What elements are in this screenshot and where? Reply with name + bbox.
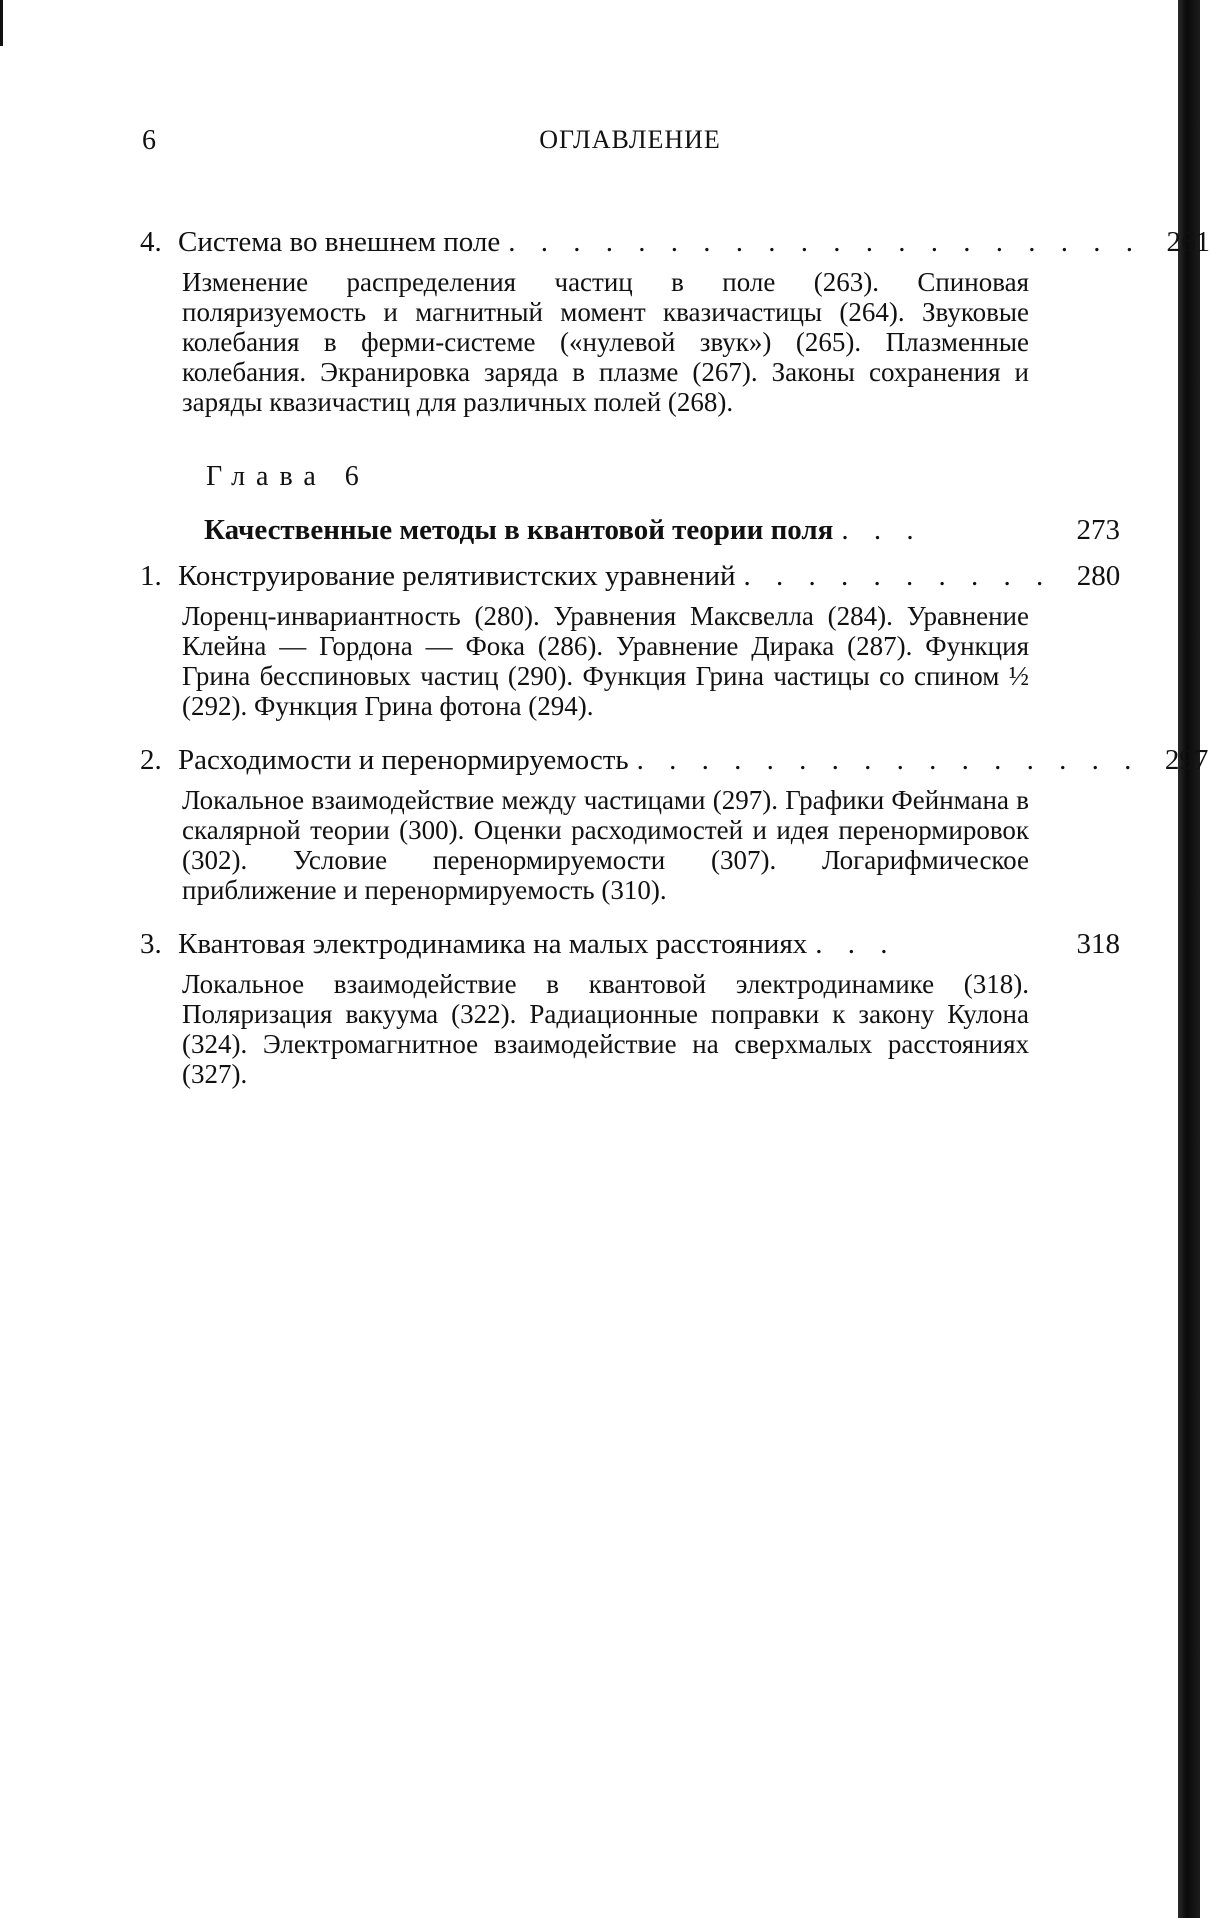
chapter-label: Глава 6: [206, 461, 370, 492]
entry-page-number: 261: [1166, 226, 1210, 258]
entry-number: 2.: [140, 744, 162, 776]
dot-leader: . . . . . . . . . . . . . . . .: [636, 744, 1141, 776]
running-head-title: ОГЛАВЛЕНИЕ: [539, 125, 721, 154]
entry-number: 4.: [140, 226, 162, 258]
entry-title: Квантовая электродинамика на малых расстояниях: [178, 928, 808, 960]
entry-description: Изменение распределения частиц в поле (263). Спиновая поляризуемость и магнитный момент квазичастицы (264). Звуковые колебания в ферми-системе («нулевой звук») (265). Плазменные колебания. Экранировка заряда в плазме (267). Законы сохранения и заряды квазичастиц для различных полей (268).: [182, 267, 1029, 417]
page-number: 6: [142, 125, 156, 156]
chapter-title-line[interactable]: [140, 513, 1120, 547]
dot-leader: . . .: [815, 928, 897, 960]
dot-leader: . . .: [841, 514, 923, 546]
toc-entry-4[interactable]: [140, 225, 1210, 259]
entry-page-number: 297: [1164, 744, 1209, 776]
toc-entry-2[interactable]: [140, 743, 1209, 777]
scan-artifact-mark: [0, 0, 3, 46]
entry-number: 3.: [140, 928, 162, 960]
toc-page: [140, 125, 1210, 1111]
entry-description: Лоренц-инвариантность (280). Уравнения Максвелла (284). Уравнение Клейна — Гордона — Фока (286). Уравнение Дирака (287). Функция Грина бесспиновых частиц (290). Функция Грина частицы со спином ½ (292). Функция Грина фотона (294).: [182, 601, 1029, 721]
dot-leader: . . . . . . . . . .: [743, 560, 1053, 592]
entry-number: 1.: [140, 560, 162, 592]
entry-title: Система во внешнем поле: [178, 226, 501, 258]
chapter-page-number: 273: [1076, 514, 1120, 546]
dot-leader: . . . . . . . . . . . . . . . . . . . .: [508, 226, 1142, 258]
entry-description: Локальное взаимодействие между частицами (297). Графики Фейнмана в скалярной теории (300). Оценки расходимостей и идея перенормировок (302). Условие перенормируемости (307). Логарифмическое приближение и перенормируемость (310).: [182, 785, 1029, 905]
scan-edge-shadow: [1178, 0, 1200, 1918]
entry-title: Расходимости и перенормируемость: [178, 744, 629, 776]
toc-entry-3[interactable]: [140, 927, 1120, 961]
running-head: [140, 125, 1120, 165]
entry-description: Локальное взаимодействие в квантовой электродинамике (318). Поляризация вакуума (322). Радиационные поправки к закону Кулона (324). Электромагнитное взаимодействие на сверхмалых расстояниях (327).: [182, 969, 1029, 1089]
chapter-title: Качественные методы в квантовой теории поля: [204, 514, 834, 546]
toc-entry-1[interactable]: [140, 559, 1120, 593]
entry-title: Конструирование релятивистских уравнений: [178, 560, 736, 592]
entry-page-number: 318: [1076, 928, 1120, 960]
entry-page-number: 280: [1076, 560, 1121, 592]
